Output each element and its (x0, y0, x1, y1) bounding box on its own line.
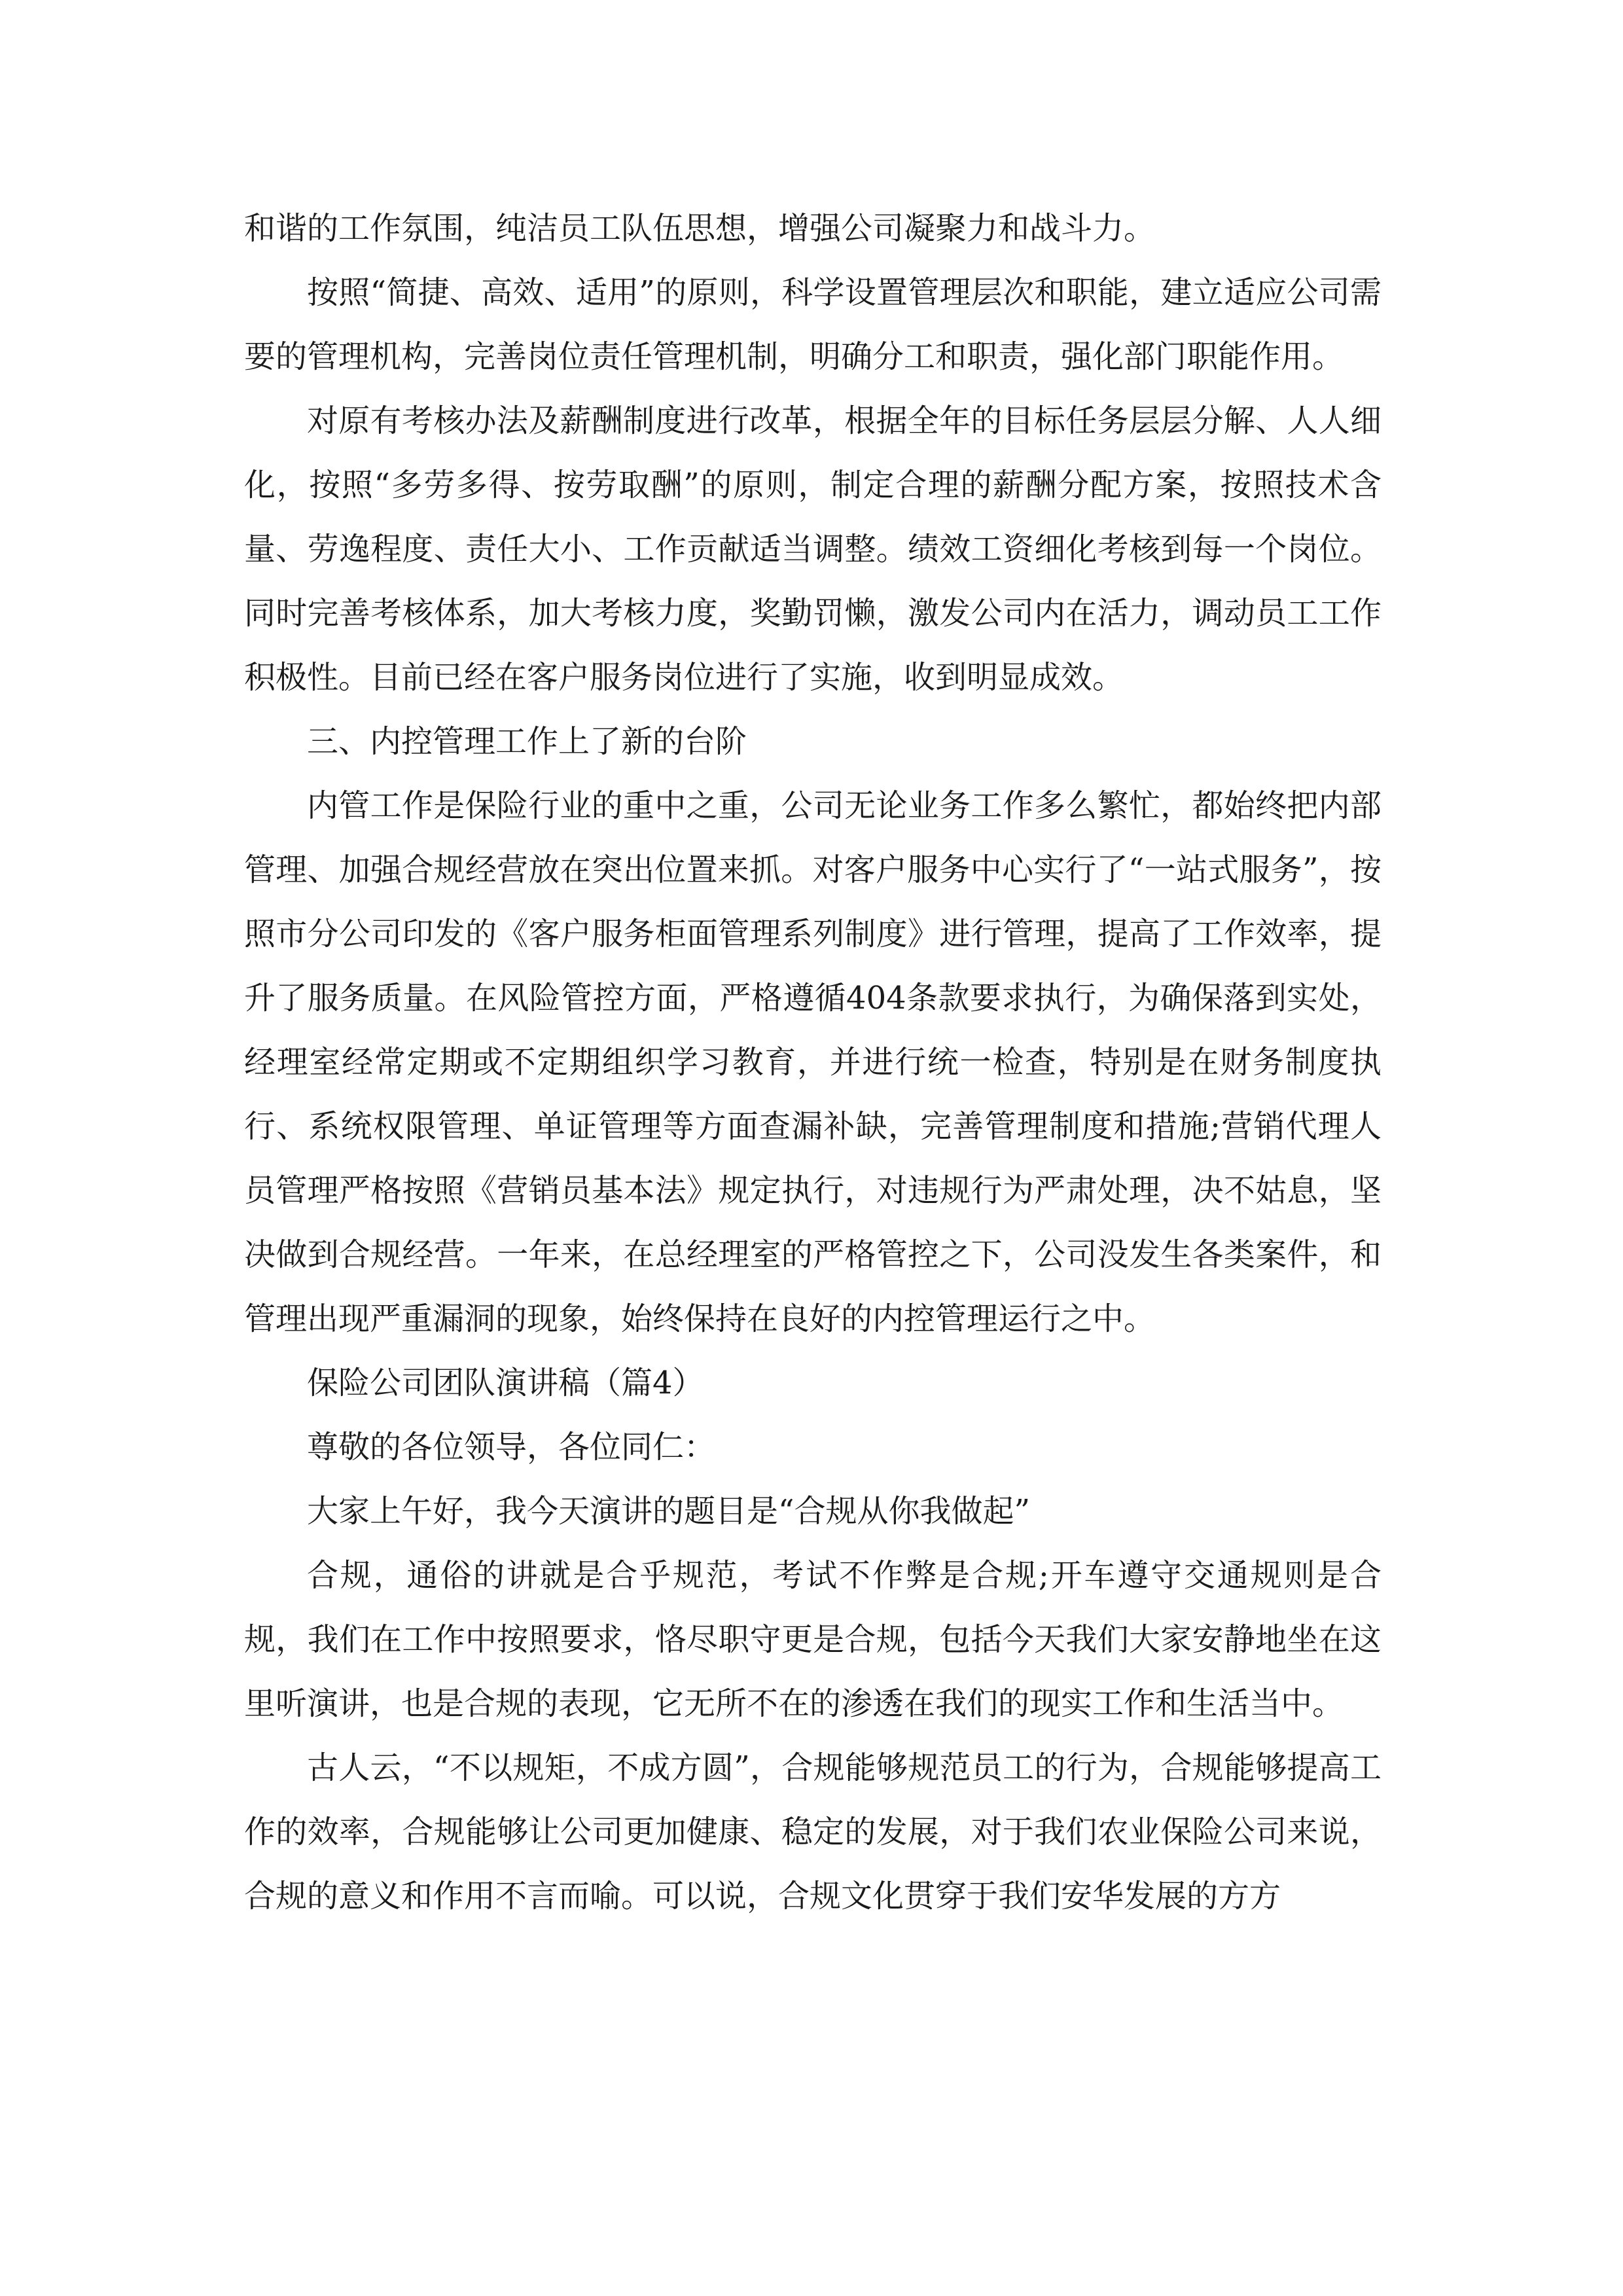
speech-title: 保险公司团队演讲稿（篇4） (307, 1365, 704, 1401)
paragraph-internal-control: 内管工作是保险行业的重中之重，公司无论业务工作多么繁忙，都始终把内部管理、加强合规经营放在突出位置来抓。对客户服务中心实行了“一站式服务”，按照市分公司印发的《客户服务柜面管理系列制度》进行管理，提高了工作效率，提升了服务质量。在风险管控方面，严格遵循404条款要求执行，为确保落到实处，经理室经常定期或不定期组织学习教育，并进行统一检查，特别是在财务制度执行、系统权限管理、单证管理等方面查漏补缺，完善管理制度和措施;营销代理人员管理严格按照《营销员基本法》规定执行，对违规行为严肃处理，决不姑息，坚决做到合规经营。一年来，在总经理室的严格管控之下，公司没发生各类案件，和管理出现严重漏洞的现象，始终保持在良好的内控管理运行之中。 (244, 787, 1382, 1337)
document-body (244, 196, 1382, 1928)
paragraph-continuation: 和谐的工作氛围，纯洁员工队伍思想，增强公司凝聚力和战斗力。 (244, 210, 1156, 247)
paragraph-compliance-meaning: 古人云，“不以规矩，不成方圆”，合规能够规范员工的行为，合规能够提高工作的效率，合规能够让公司更加健康、稳定的发展，对于我们农业保险公司来说，合规的意义和作用不言而喻。可以说，合规文化贯穿于我们安华发展的方方 (244, 1749, 1382, 1914)
speech-opening: 大家上午好，我今天演讲的题目是“合规从你我做起” (307, 1493, 1031, 1530)
paragraph-salary-reform: 对原有考核办法及薪酬制度进行改革，根据全年的目标任务层层分解、人人细化，按照“多劳多得、按劳取酬”的原则，制定合理的薪酬分配方案，按照技术含量、劳逸程度、责任大小、工作贡献适当调整。绩效工资细化考核到每一个岗位。同时完善考核体系，加大考核力度，奖勤罚懒，激发公司内在活力，调动员工工作积极性。目前已经在客户服务岗位进行了实施，收到明显成效。 (244, 403, 1382, 696)
speech-salutation: 尊敬的各位领导，各位同仁： (307, 1429, 716, 1465)
section-heading-internal-control: 三、内控管理工作上了新的台阶 (307, 723, 747, 760)
paragraph-compliance-definition: 合规，通俗的讲就是合乎规范，考试不作弊是合规;开车遵守交通规则是合规，我们在工作中按照要求，恪尽职守更是合规，包括今天我们大家安静地坐在这里听演讲，也是合规的表现，它无所不在的渗透在我们的现实工作和生活当中。 (244, 1557, 1382, 1722)
paragraph-management-structure: 按照“简捷、高效、适用”的原则，科学设置管理层次和职能，建立适应公司需要的管理机构，完善岗位责任管理机制，明确分工和职责，强化部门职能作用。 (244, 274, 1382, 375)
